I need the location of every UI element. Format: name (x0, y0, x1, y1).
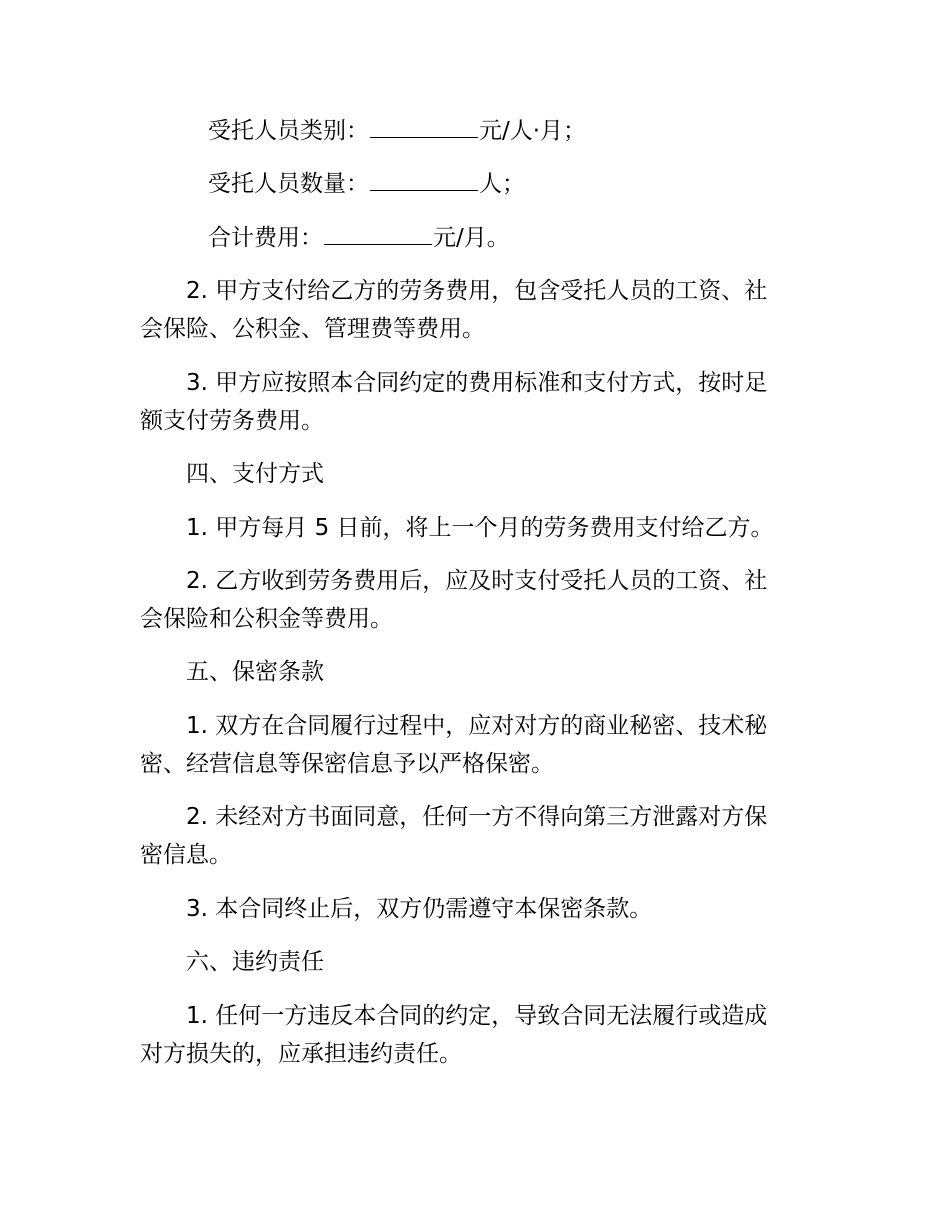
fee-total-unit: 元/月。 (433, 225, 510, 251)
payment-item-1: 1. 甲方每月 5 日前，将上一个月的劳务费用支付给乙方。 (186, 515, 774, 541)
fee-total-blank (324, 222, 432, 245)
fee-clause-2-line1: 2. 甲方支付给乙方的劳务费用，包含受托人员的工资、社 (186, 278, 768, 304)
fee-total-label: 合计费用： (208, 225, 323, 251)
section-heading-liability: 六、违约责任 (186, 949, 324, 975)
payment-item-2-line2: 会保险和公积金等费用。 (140, 606, 393, 632)
confidentiality-item-2-line2: 密信息。 (140, 842, 232, 868)
fee-quantity-unit: 人； (479, 171, 525, 197)
confidentiality-item-3: 3. 本合同终止后，双方仍需遵守本保密条款。 (186, 896, 653, 922)
fee-total-line (208, 222, 510, 252)
fee-category-unit: 元/人·月； (479, 118, 587, 144)
confidentiality-item-2-line1: 2. 未经对方书面同意，任何一方不得向第三方泄露对方保 (186, 804, 768, 830)
liability-item-1-line1: 1. 任何一方违反本合同的约定，导致合同无法履行或造成 (186, 1003, 768, 1029)
fee-quantity-blank (370, 168, 478, 191)
fee-clause-3-line1: 3. 甲方应按照本合同约定的费用标准和支付方式，按时足 (186, 370, 768, 396)
fee-category-line (208, 115, 586, 145)
section-heading-confidentiality: 五、保密条款 (186, 659, 324, 685)
fee-clause-3-line2: 额支付劳务费用。 (140, 408, 324, 434)
confidentiality-item-1-line1: 1. 双方在合同履行过程中，应对对方的商业秘密、技术秘 (186, 713, 768, 739)
payment-item-2-line1: 2. 乙方收到劳务费用后，应及时支付受托人员的工资、社 (186, 568, 768, 594)
fee-quantity-line (208, 168, 525, 198)
section-heading-payment: 四、支付方式 (186, 461, 324, 487)
fee-quantity-label: 受托人员数量： (208, 171, 369, 197)
fee-category-blank (370, 115, 478, 138)
fee-clause-2-line2: 会保险、公积金、管理费等费用。 (140, 316, 485, 342)
fee-category-label: 受托人员类别： (208, 118, 369, 144)
liability-item-1-line2: 对方损失的，应承担违约责任。 (140, 1041, 462, 1067)
confidentiality-item-1-line2: 密、经营信息等保密信息予以严格保密。 (140, 751, 554, 777)
